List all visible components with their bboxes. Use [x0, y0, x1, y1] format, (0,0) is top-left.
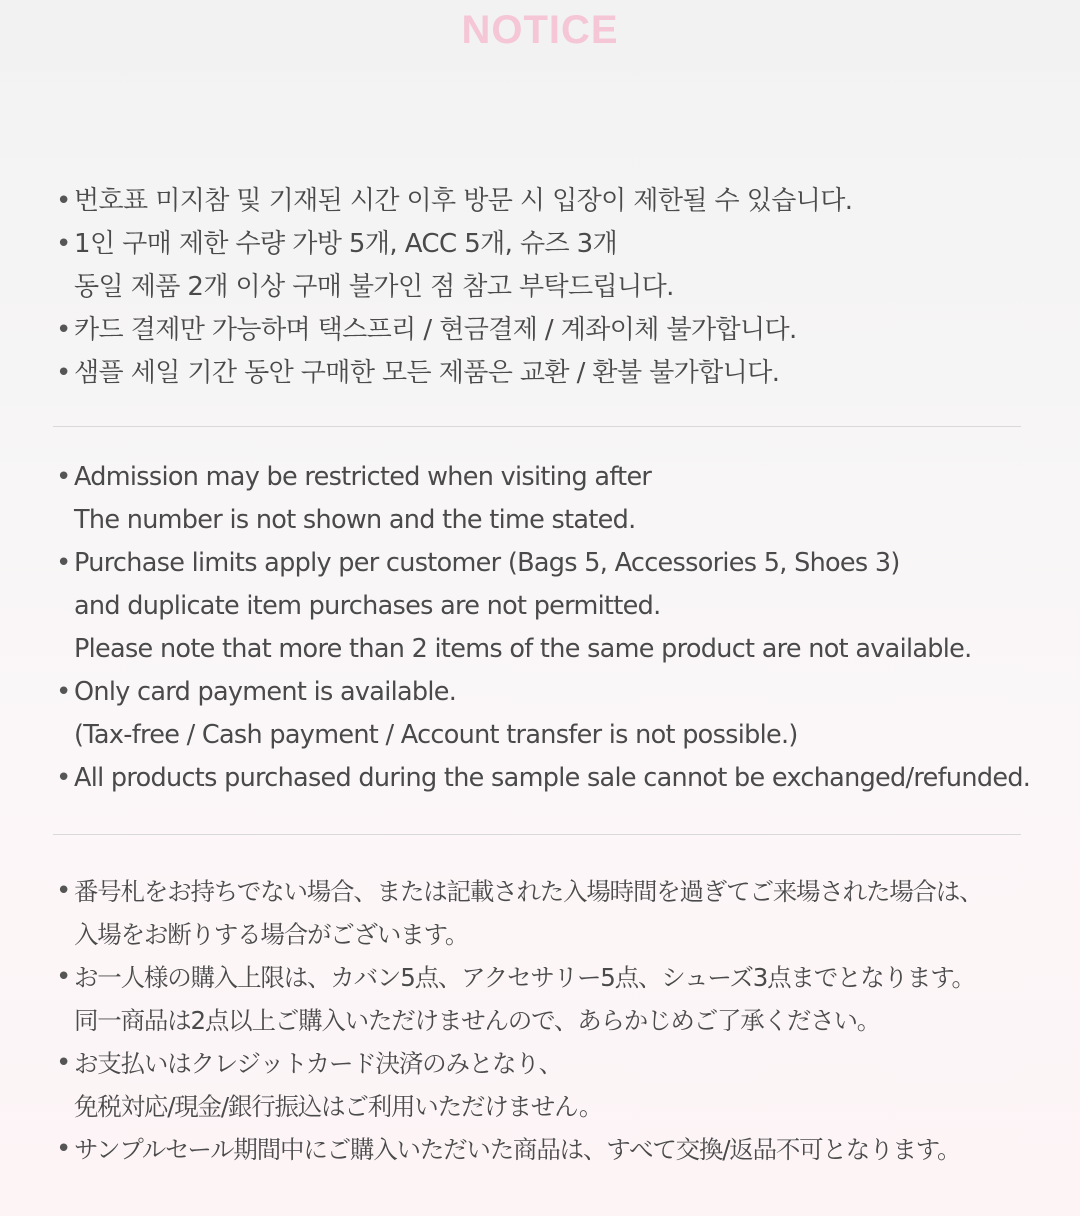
notice-line: Purchase limits apply per customer (Bags 5, Accessories 5, Shoes 3) [74, 548, 900, 578]
bullet-icon: • [56, 315, 72, 345]
section-divider [53, 426, 1021, 427]
notice-line: 同一商品は2点以上ご購入いただけませんので、あらかじめご了承ください。 [74, 1006, 881, 1035]
notice-line: サンプルセール期間中にご購入いただいた商品は、すべて交換/返品不可となります。 [74, 1135, 961, 1164]
notice-line: and duplicate item purchases are not permitted. [74, 591, 661, 621]
notice-section-english [56, 456, 1036, 800]
notice-item [56, 223, 1036, 309]
notice-section-japanese [56, 870, 1036, 1171]
notice-item [56, 309, 1036, 352]
notice-line: 샘플 세일 기간 동안 구매한 모든 제품은 교환 / 환불 불가합니다. [74, 358, 780, 388]
section-divider [53, 834, 1021, 835]
notice-line: お支払いはクレジットカード決済のみとなり、 [74, 1049, 562, 1078]
bullet-icon: • [56, 677, 72, 707]
notice-line: 番号札をお持ちでない場合、または記載された入場時間を過ぎてご来場された場合は、 [74, 877, 983, 906]
notice-item [56, 180, 1036, 223]
notice-item [56, 456, 1036, 542]
notice-line: Only card payment is available. [74, 677, 457, 707]
notice-line: 동일 제품 2개 이상 구매 불가인 점 참고 부탁드립니다. [74, 272, 674, 302]
notice-section-korean [56, 180, 1036, 395]
bullet-icon: • [56, 548, 72, 578]
bullet-icon: • [56, 358, 72, 388]
bullet-icon: • [56, 962, 72, 992]
notice-line: 번호표 미지참 및 기재된 시간 이후 방문 시 입장이 제한될 수 있습니다. [74, 186, 853, 216]
bullet-icon: • [56, 876, 72, 906]
bullet-icon: • [56, 462, 72, 492]
notice-line: 1인 구매 제한 수량 가방 5개, ACC 5개, 슈즈 3개 [74, 229, 618, 259]
notice-line: (Tax-free / Cash payment / Account transfer is not possible.) [74, 720, 798, 750]
notice-item [56, 1128, 1036, 1171]
notice-item [56, 870, 1036, 956]
notice-line: 카드 결제만 가능하며 택스프리 / 현금결제 / 계좌이체 불가합니다. [74, 315, 797, 345]
notice-line: Please note that more than 2 items of the same product are not available. [74, 634, 972, 664]
notice-line: Admission may be restricted when visiting after [74, 462, 652, 492]
notice-line: 入場をお断りする場合がございます。 [74, 920, 469, 949]
notice-item [56, 1042, 1036, 1128]
notice-line: 免税対応/現金/銀行振込はご利用いただけません。 [74, 1092, 603, 1121]
notice-title: NOTICE [461, 8, 619, 52]
notice-item [56, 671, 1036, 757]
bullet-icon: • [56, 1048, 72, 1078]
bullet-icon: • [56, 1134, 72, 1164]
notice-item [56, 352, 1036, 395]
bullet-icon: • [56, 229, 72, 259]
bullet-icon: • [56, 186, 72, 216]
bullet-icon: • [56, 763, 72, 793]
notice-item [56, 956, 1036, 1042]
notice-line: The number is not shown and the time stated. [74, 505, 636, 535]
notice-line: All products purchased during the sample sale cannot be exchanged/refunded. [74, 763, 1031, 793]
notice-line: お一人様の購入上限は、カバン5点、アクセサリー5点、シューズ3点までとなります。 [74, 963, 975, 992]
notice-item [56, 757, 1036, 800]
notice-item [56, 542, 1036, 671]
